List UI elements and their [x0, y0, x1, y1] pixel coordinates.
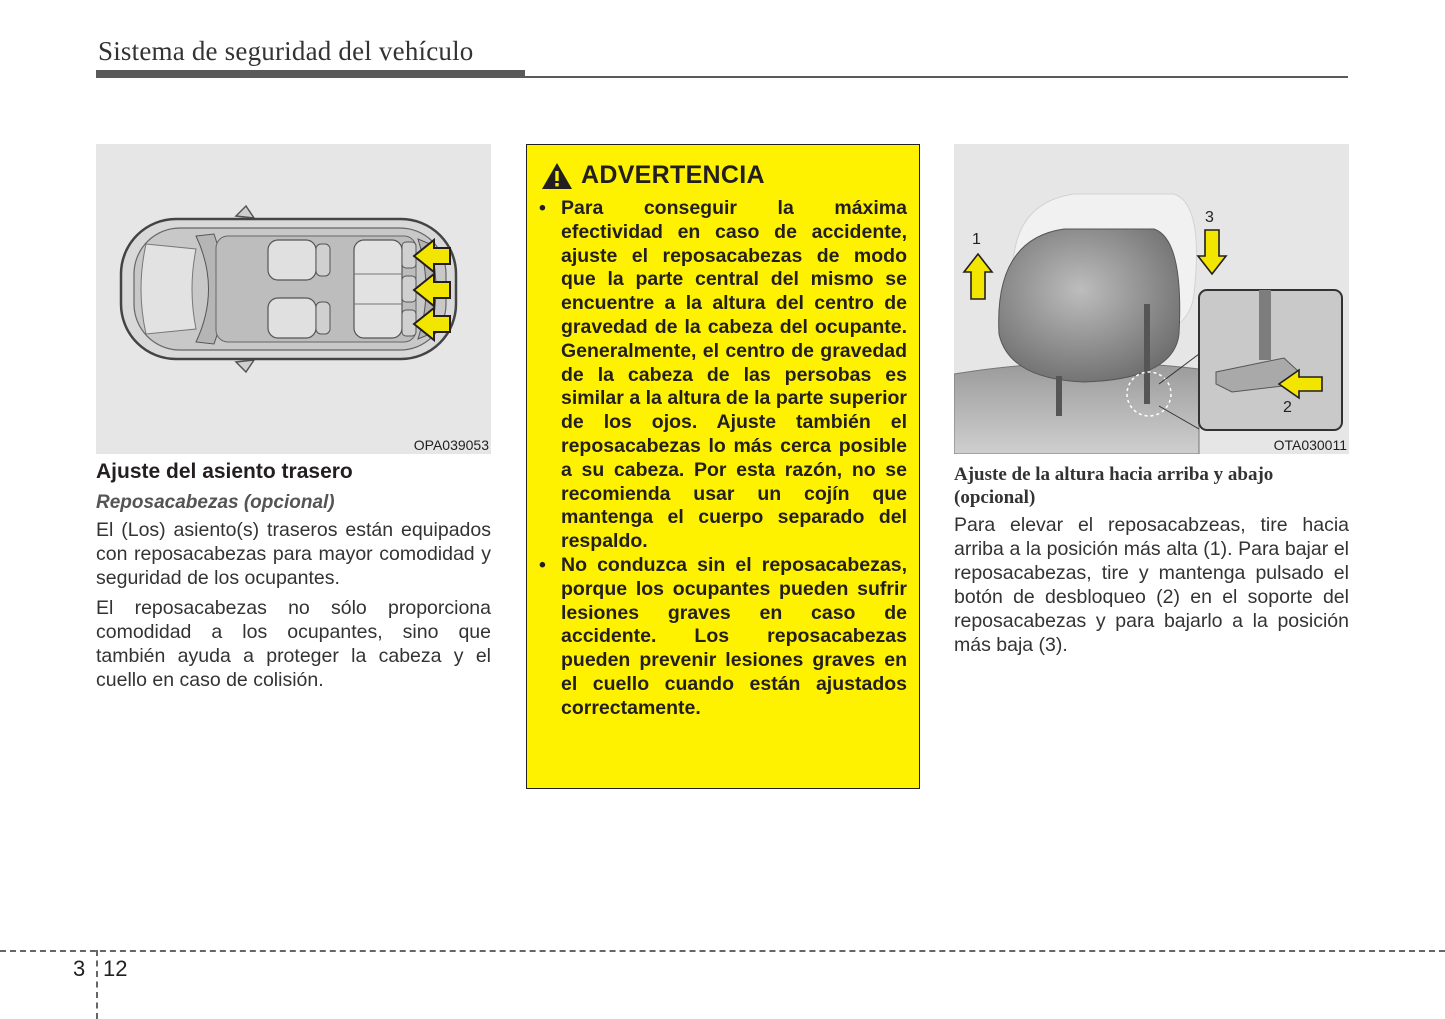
header-rule — [525, 76, 1348, 78]
car-top-view-figure — [96, 144, 491, 454]
bullet: • — [539, 553, 546, 576]
paragraph: El (Los) asiento(s) traseros están equipados con reposacabezas para mayor comodidad y seguridad de los ocupantes. — [96, 519, 491, 589]
warning-item-text: No conduzca sin el reposacabezas, porque los ocupantes pueden sufrir lesiones graves en caso de accidente. Los reposacabezas pueden prevenir lesiones graves en el cuello cuando están ajustados correctamente. — [561, 553, 907, 719]
warning-header — [541, 161, 765, 190]
warning-list — [539, 197, 907, 721]
section-subtitle: Reposacabezas (opcional) — [96, 492, 335, 513]
caption-title: Ajuste de la altura hacia arriba y abajo (opcional) — [954, 464, 1274, 508]
section-title: Ajuste del asiento trasero — [96, 460, 353, 483]
headrest-figure — [954, 144, 1349, 454]
paragraph: Para elevar el reposacabzeas, tire hacia arriba a la posición más alta (1). Para bajar el reposacabezas, tire y mantenga pulsado el botón de desbloqueo (2) en el soporte del reposacabezas y para bajarlo a la posición más baja (3). — [954, 514, 1349, 656]
footer-rule — [0, 950, 1445, 952]
page-number: 12 — [103, 956, 128, 981]
paragraph: El reposacabezas no sólo proporciona comodidad a los ocupantes, sino que también ayuda a proteger la cabeza y el cuello en caso de colisión. — [96, 597, 491, 691]
figure-code: OTA030011 — [1273, 437, 1347, 453]
warning-item — [539, 197, 907, 554]
warning-box — [526, 144, 920, 789]
left-column — [96, 460, 491, 698]
page-header-title: Sistema de seguridad del vehículo — [98, 36, 474, 66]
warning-item — [539, 554, 907, 721]
header-bar — [96, 70, 525, 78]
warning-item-text: Para conseguir la máxima efectividad en caso de accidente, ajuste el reposacabezas de modo que la parte central del mismo se encuentre a la altura del centro de gravedad de la cabeza del ocupante. Generalmente, el centro de gravedad de la cabeza de las persobas es similar a la altura de la parte superior de los ojos. Ajuste también el reposacabezas lo más cerca posible a su cabeza. Por esta razón, no se recomienda usar un cojín que mantenga el cuerpo separado del respaldo. — [561, 197, 907, 553]
figure-code: OPA039053 — [413, 437, 489, 453]
chapter-number: 3 — [73, 956, 86, 981]
car-top-view-illustration — [96, 144, 491, 454]
callout-1: 1 — [972, 231, 981, 248]
warning-title: ADVERTENCIA — [581, 161, 765, 189]
callout-2: 2 — [1283, 399, 1292, 416]
callout-3: 3 — [1205, 209, 1214, 226]
right-column — [954, 463, 1349, 663]
warning-triangle-icon — [541, 162, 573, 190]
headrest-illustration — [954, 144, 1349, 454]
footer-divider — [96, 950, 98, 1019]
bullet: • — [539, 197, 546, 219]
